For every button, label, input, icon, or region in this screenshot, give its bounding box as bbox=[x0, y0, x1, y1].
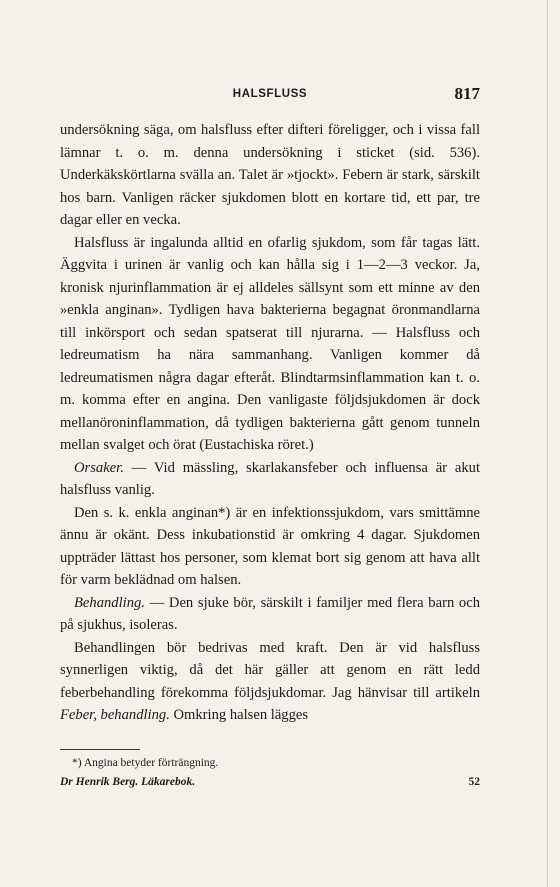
text-run: undersökning säga, om halsfluss efter difteri föreligger, och i vissa fall lämnar t. o. m. denna undersökning i sticket (sid. 536). Underkäkskörtlarna svälla an. Talet är »tjockt». Febern är stark, särskilt hos barn. Vanligen räcker sjukdomen blott en kortare tid, ett par, tre dagar eller en vecka. bbox=[60, 122, 480, 228]
text-run: Omkring halsen lägges bbox=[169, 707, 309, 723]
text-run: — Vid mässling, skarlakansfeber och influensa är akut halsfluss vanlig. bbox=[60, 459, 480, 498]
paragraph bbox=[60, 637, 480, 727]
footnote: *) Angina betyder förträngning. bbox=[72, 757, 219, 769]
italic-run: Feber, behandling. bbox=[60, 707, 170, 723]
text-run: Behandlingen bör bedrivas med kraft. Den är vid halsfluss synnerligen viktig, då det här gäller att genom en rätt ledd feberbehandling förekomma följdsjukdomar. Jag hänvisar till artikeln bbox=[60, 639, 480, 701]
page-number: 817 bbox=[454, 84, 480, 103]
text-run: Halsfluss är ingalunda alltid en ofarlig sjukdom, som får tagas lätt. Äggvita i urinen är vanlig och kan hålla sig i 1—2—3 veckor. Ja, kronisk njurinflammation är ej alldeles sällsynt som ett minne av den »enkla anginan». Tydligen hava bakterierna begagnat öronmandlarna till inkörsport och sedan spatserat till njurarna. — Halsfluss och ledreumatism ha nära sammanhang. Vanligen kommer då ledreumatismen några dagar efteråt. Blindtarmsinflammation kan t. o. m. komma efter en angina. Den vanligaste följdsjukdomen är dock mellanöroninflammation, då tydligen bakterierna gått genom tunneln mellan svalget och örat (Eustachiska röret.) bbox=[60, 234, 480, 453]
italic-run: Orsaker. bbox=[74, 459, 124, 476]
signature-line bbox=[60, 776, 480, 792]
running-head: HALSFLUSS bbox=[232, 88, 308, 100]
paragraph bbox=[60, 119, 480, 232]
italic-run: Behandling. bbox=[74, 594, 145, 611]
text-run: Den s. k. enkla anginan*) är en infektionssjukdom, vars smittämne ännu är okänt. Dess inkubationstid är omkring 4 dagar. Sjukdomen uppträder lättast hos personer, som klemat bort sig genom att hava allt för varm beklädnad om halsen. bbox=[60, 504, 480, 588]
body-text bbox=[60, 119, 480, 727]
page-header bbox=[60, 84, 480, 108]
paragraph bbox=[60, 457, 480, 502]
signature-mark: 52 bbox=[468, 776, 480, 788]
signature-text: Dr Henrik Berg. Läkarebok. bbox=[60, 776, 196, 788]
paragraph bbox=[60, 502, 480, 592]
footnote-rule bbox=[60, 749, 140, 750]
paragraph bbox=[60, 592, 480, 637]
paragraph bbox=[60, 232, 480, 457]
scan-edge-line bbox=[547, 0, 548, 887]
text-run: — Den sjuke bör, särskilt i familjer med flera barn och på sjukhus, isoleras. bbox=[60, 594, 480, 633]
